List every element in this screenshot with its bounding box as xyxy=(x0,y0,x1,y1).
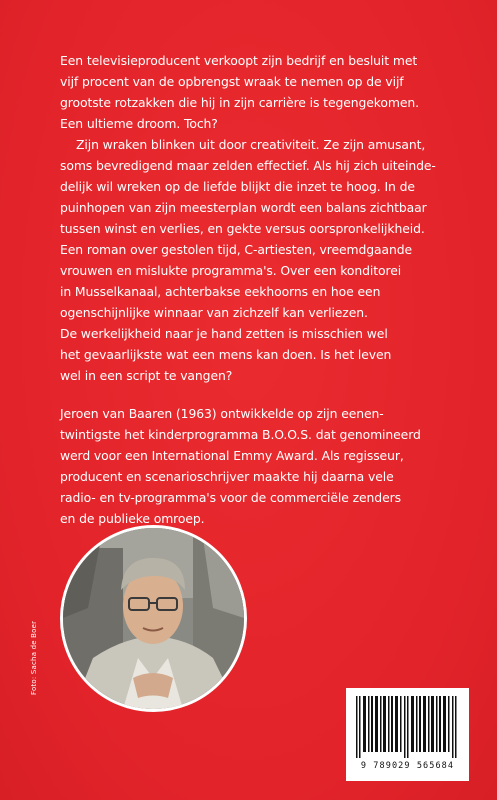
blurb-paragraph-1: Een televisieproducent verkoopt zijn bedrijf en besluit met vijf procent van de opbrengst wraak te nemen op de vijf grootste rotzakken die hij in zijn carrière is tegengekomen. Een ultieme droom. Toch? xyxy=(60,53,419,131)
blurb-paragraph-2: Zijn wraken blinken uit door creativiteit. Ze zijn amusant, soms bevredigend maar zelden effectief. Als hij zich uiteinde- delijk wil wreken op de liefde blijkt die inzet te hoog. In de puinhopen van zijn meesterplan wordt een balans zichtbaar tussen winst en verlies, en gekte versus oorspronkelijkheid. Een roman over gestolen tijd, C-artiesten, vreemdgaande vrouwen en mislukte programma's. Over een konditorei in Musselkanaal, achterbakse eekhoorns en hoe een ogenschijnlijke winnaar van zichzelf kan verliezen. De werkelijkheid naar je hand zetten is misschien wel het gevaarlijkste wat een mens kan doen. Is het leven wel in een script te vangen? xyxy=(60,137,436,383)
photo-credit: Foto: Sacha de Boer xyxy=(30,620,38,695)
author-bio: Jeroen van Baaren (1963) ontwikkelde op zijn eenen- twintigste het kinderprogramma B.O.O.S. dat genomineerd werd voor een International Emmy Award. Als regisseur, producent en scenarioschrijver maakte hij daarna vele radio- en tv-programma's voor de commerciële zenders en de publieke omroep. xyxy=(60,406,421,526)
isbn-barcode xyxy=(346,688,469,781)
back-cover-blurb xyxy=(60,50,460,529)
barcode-icon xyxy=(356,696,459,758)
author-photo xyxy=(60,525,247,712)
author-portrait-image xyxy=(63,528,244,709)
isbn-number: 9 789029 565684 xyxy=(360,761,455,771)
